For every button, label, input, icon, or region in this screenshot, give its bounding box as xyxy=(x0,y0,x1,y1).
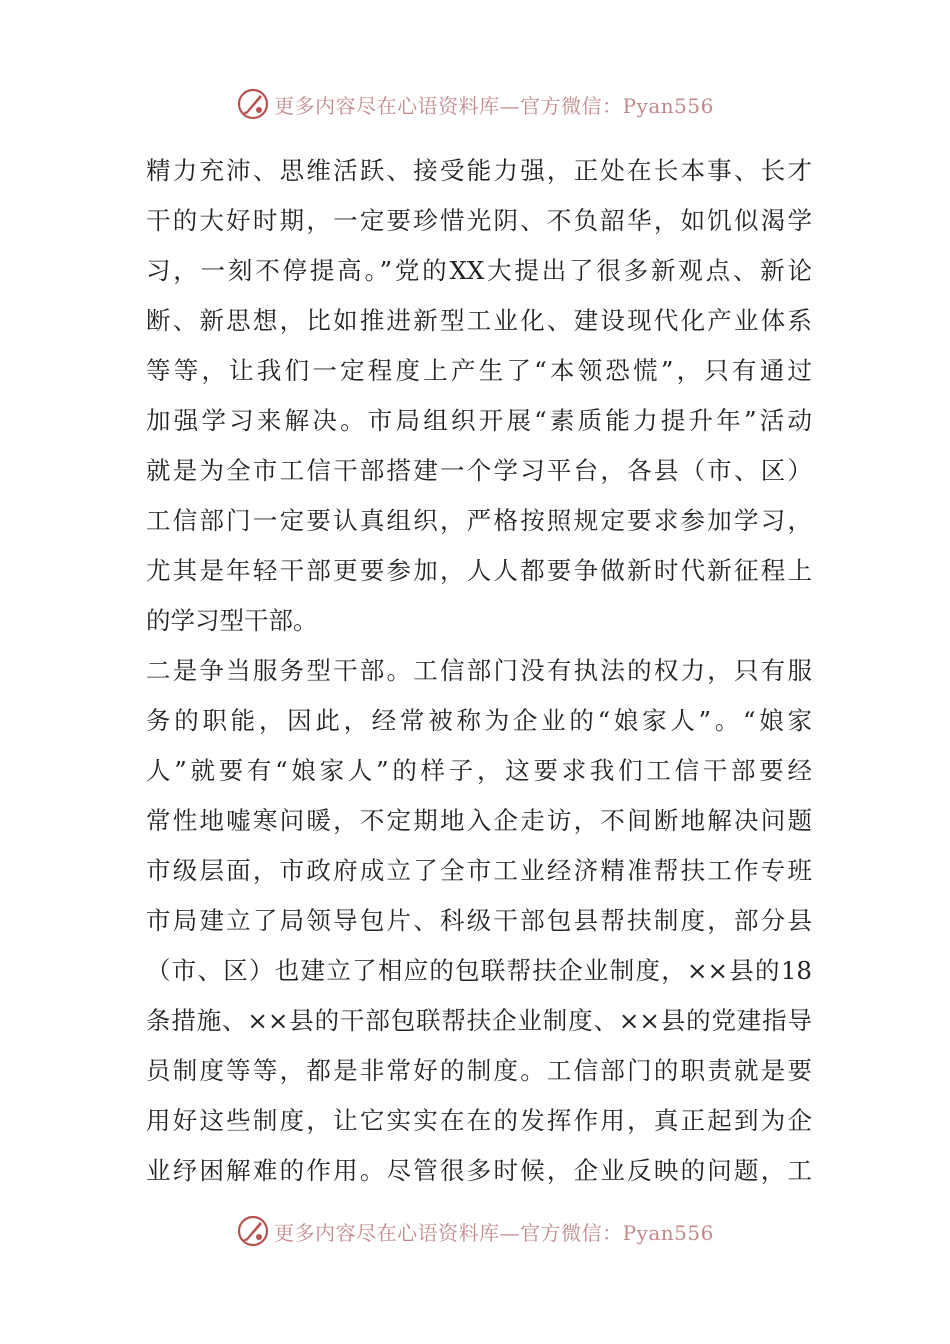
text-line: 人”就要有“娘家人”的样子，这要求我们工信干部要经 xyxy=(146,756,812,785)
text-line: 工信部门一定要认真组织，严格按照规定要求参加学习， xyxy=(146,506,812,535)
watermark-text: 更多内容尽在心语资料库—官方微信：Pyan556 xyxy=(274,93,714,118)
text-line: 干的大好时期，一定要珍惜光阴、不负韶华，如饥似渴学 xyxy=(146,206,812,235)
text-line: 就是为全市工信干部搭建一个学习平台，各县（市、区） xyxy=(146,456,812,485)
footer-watermark-banner xyxy=(0,1211,950,1251)
quill-pen-seal-icon xyxy=(236,1214,270,1248)
text-line: 断、新思想，比如推进新型工业化、建设现代化产业体系 xyxy=(146,306,812,335)
text-line: 市级层面，市政府成立了全市工业经济精准帮扶工作专班 xyxy=(146,856,812,885)
text-line: 精力充沛、思维活跃、接受能力强，正处在长本事、长才 xyxy=(146,156,812,185)
text-line: 加强学习来解决。市局组织开展“素质能力提升年”活动 xyxy=(146,406,812,435)
header-watermark-banner xyxy=(0,84,950,124)
document-body xyxy=(146,146,812,1196)
watermark-text: 更多内容尽在心语资料库—官方微信：Pyan556 xyxy=(274,1220,714,1245)
text-line: 用好这些制度，让它实实在在的发挥作用，真正起到为企 xyxy=(146,1106,812,1135)
quill-pen-seal-icon xyxy=(236,87,270,121)
text-line: 业纾困解难的作用。尽管很多时候，企业反映的问题，工 xyxy=(146,1156,812,1185)
text-line: 二是争当服务型干部。工信部门没有执法的权力，只有服 xyxy=(146,656,812,685)
text-line: 务的职能，因此，经常被称为企业的“娘家人”。“娘家 xyxy=(146,706,812,735)
text-line: 常性地嘘寒问暖，不定期地入企走访，不间断地解决问题 xyxy=(146,806,812,835)
text-line: 市局建立了局领导包片、科级干部包县帮扶制度，部分县 xyxy=(146,906,812,935)
text-line: 的学习型干部。 xyxy=(146,606,318,635)
text-line: 习，一刻不停提高。”党的XX大提出了很多新观点、新论 xyxy=(146,256,812,285)
text-line: 等等，让我们一定程度上产生了“本领恐慌”，只有通过 xyxy=(146,356,812,385)
text-line: 条措施、××县的干部包联帮扶企业制度、××县的党建指导 xyxy=(146,1006,812,1035)
text-line: 员制度等等，都是非常好的制度。工信部门的职责就是要 xyxy=(146,1056,812,1085)
text-line: 尤其是年轻干部更要参加，人人都要争做新时代新征程上 xyxy=(146,556,812,585)
text-line: （市、区）也建立了相应的包联帮扶企业制度，××县的18 xyxy=(146,956,812,985)
